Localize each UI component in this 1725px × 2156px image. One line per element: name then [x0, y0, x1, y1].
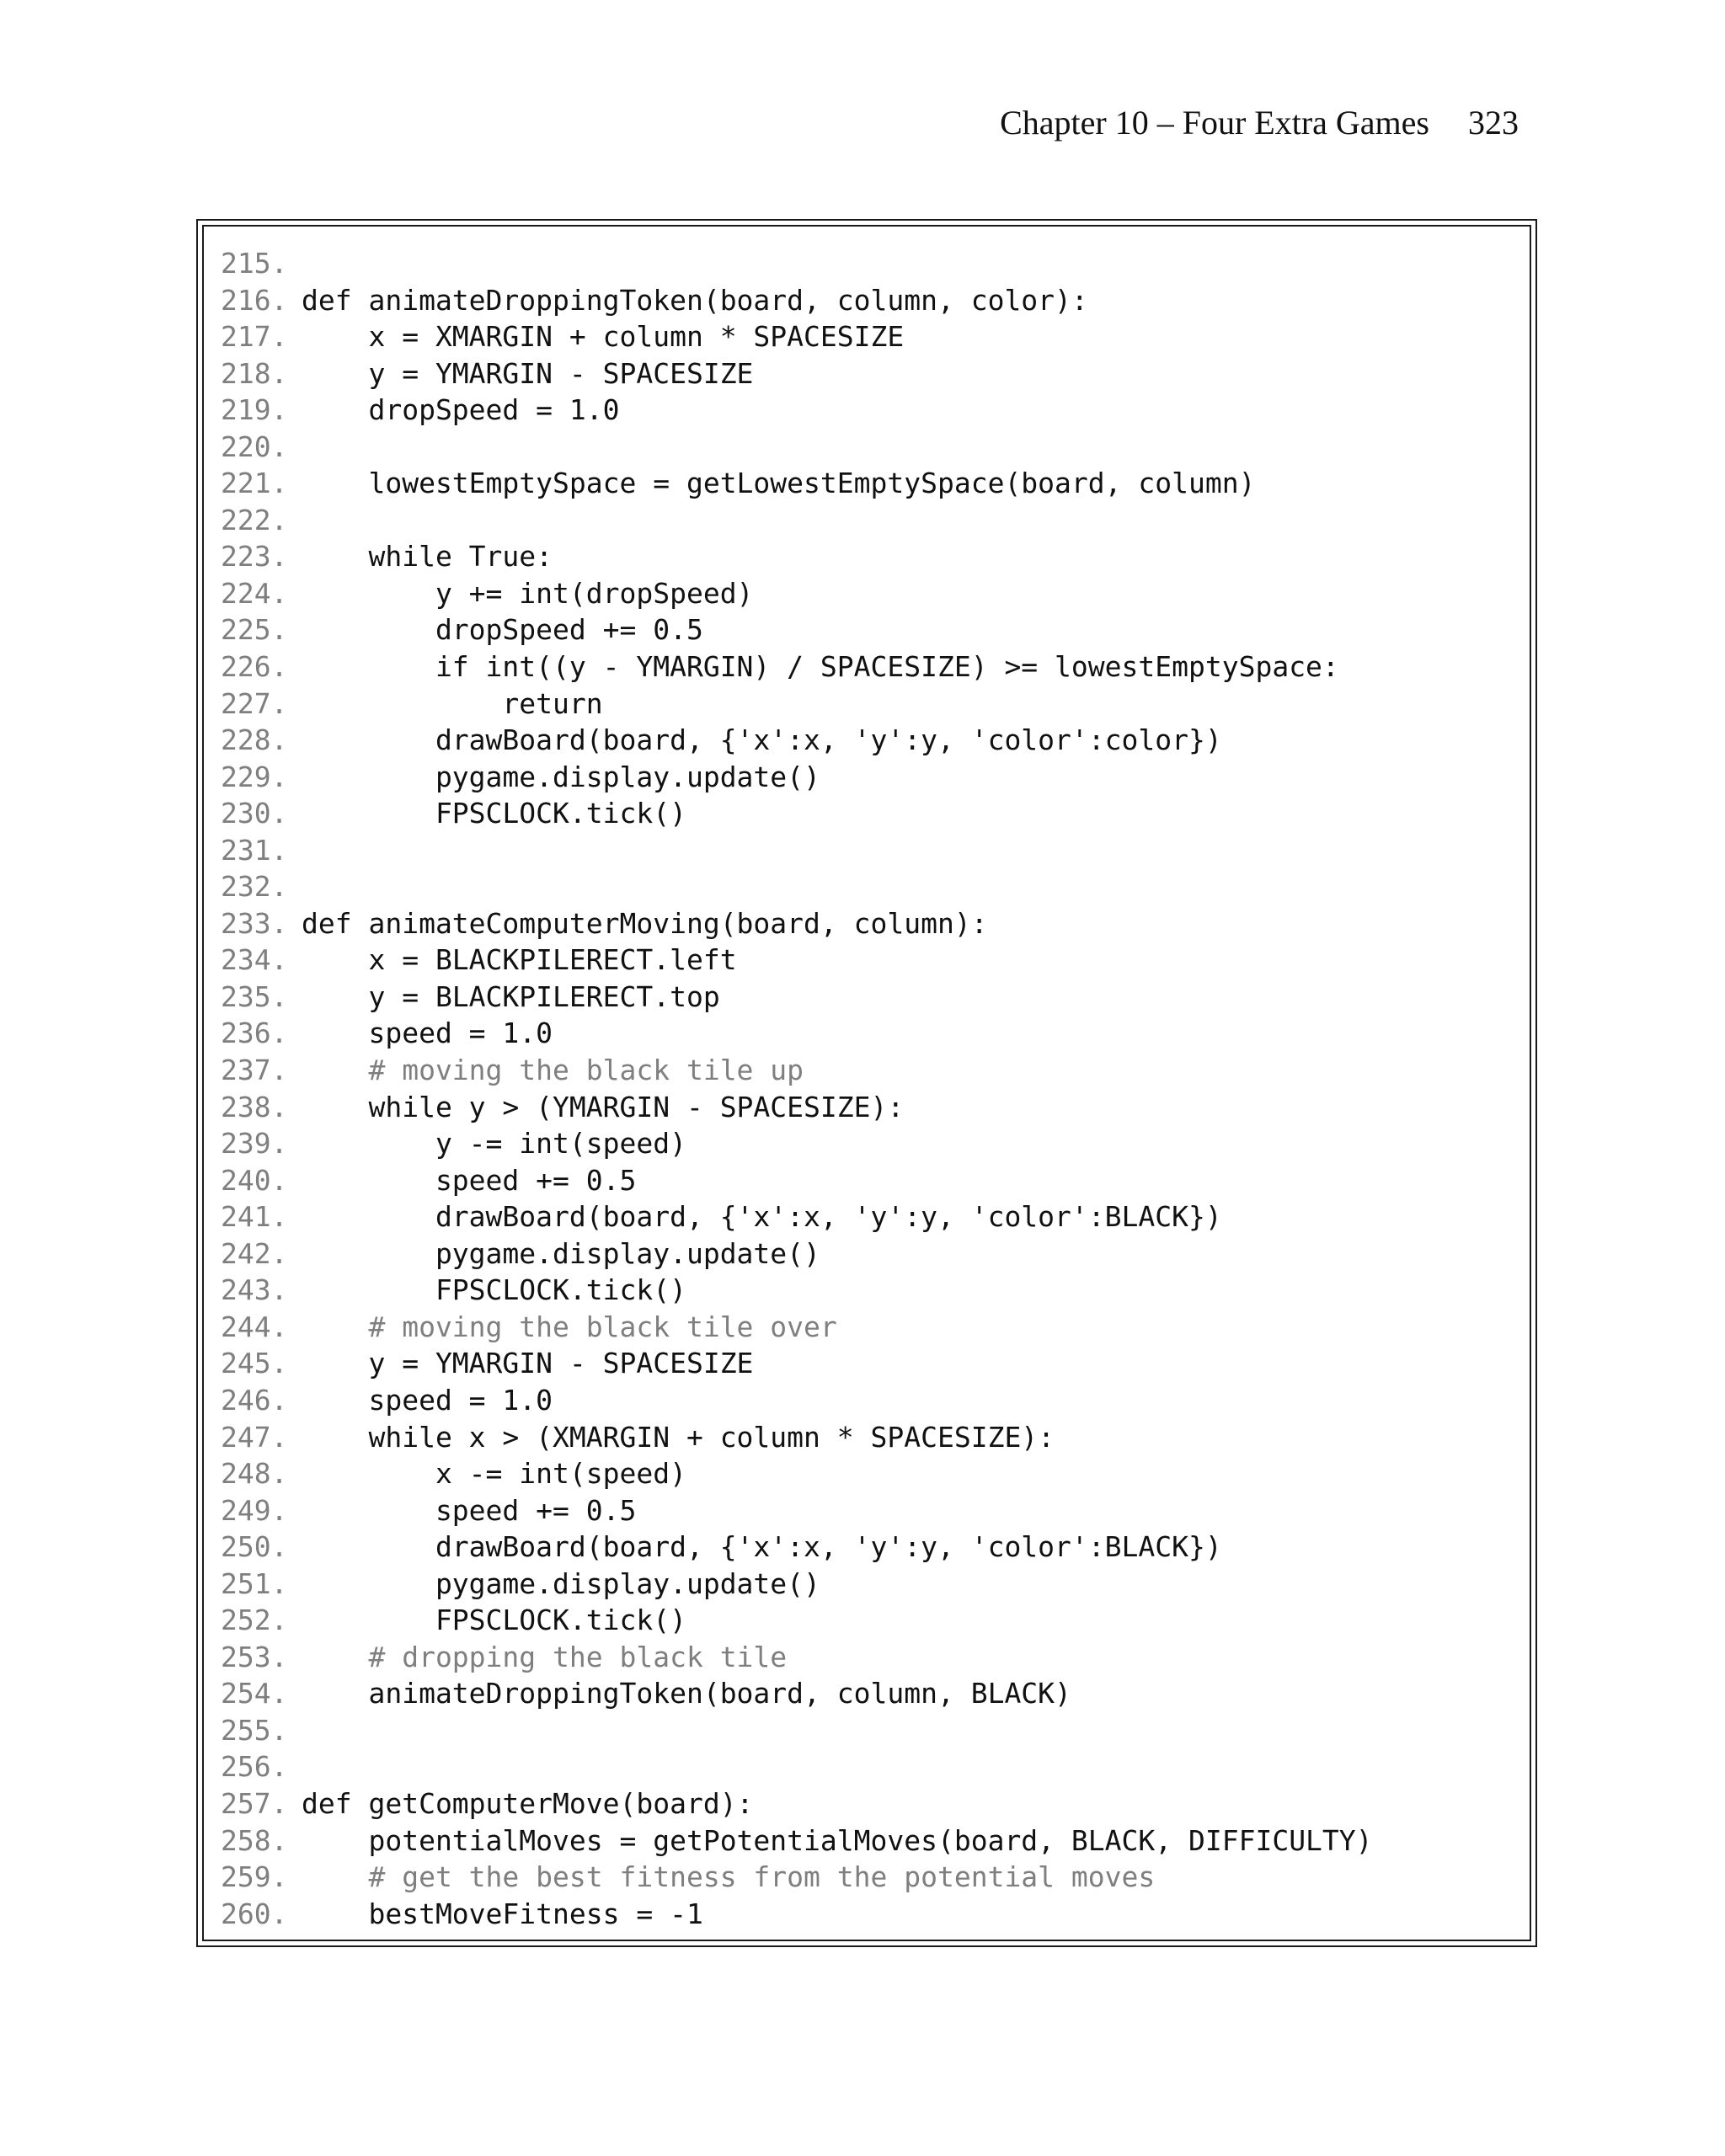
line-number: 233. [221, 906, 288, 940]
line-code: def getComputerMove(board): [302, 1786, 754, 1820]
line-number: 239. [221, 1127, 288, 1161]
code-listing-frame [196, 219, 1537, 1947]
line-code: drawBoard(board, {'x':x, 'y':y, 'color':color}) [302, 723, 1222, 757]
line-code: y = BLACKPILERECT.top [302, 979, 720, 1013]
code-line [221, 1345, 1373, 1382]
line-number: 236. [221, 1017, 288, 1050]
code-line [221, 502, 1373, 539]
line-code: drawBoard(board, {'x':x, 'y':y, 'color':BLACK}) [302, 1200, 1222, 1234]
line-number: 240. [221, 1163, 288, 1197]
line-number: 217. [221, 320, 288, 354]
line-code: # get the best fitness from the potential moves [302, 1860, 1156, 1894]
code-line [221, 245, 1373, 282]
code-line [221, 1822, 1373, 1860]
line-number: 218. [221, 356, 288, 390]
line-code: return [302, 686, 603, 720]
line-code: x -= int(speed) [302, 1457, 686, 1491]
code-line [221, 1566, 1373, 1603]
line-number: 246. [221, 1383, 288, 1417]
line-code: potentialMoves = getPotentialMoves(board, BLACK, DIFFICULTY) [302, 1823, 1373, 1857]
line-code: while y > (YMARGIN - SPACESIZE): [302, 1090, 905, 1123]
line-number: 241. [221, 1200, 288, 1234]
page-header [1000, 103, 1519, 142]
code-line [221, 1455, 1373, 1492]
line-number: 247. [221, 1420, 288, 1454]
line-code: speed += 0.5 [302, 1493, 637, 1527]
line-number: 255. [221, 1713, 288, 1747]
line-number: 256. [221, 1750, 288, 1784]
line-code: FPSCLOCK.tick() [302, 797, 686, 830]
line-code: dropSpeed = 1.0 [302, 393, 620, 427]
code-line [221, 1382, 1373, 1419]
line-code: speed = 1.0 [302, 1383, 553, 1417]
line-code: animateDroppingToken(board, column, BLACK) [302, 1677, 1071, 1710]
line-number: 226. [221, 650, 288, 684]
code-line [221, 1419, 1373, 1456]
line-code: pygame.display.update() [302, 1236, 820, 1270]
line-number: 230. [221, 797, 288, 830]
code-line [221, 1748, 1373, 1785]
code-line [221, 1602, 1373, 1639]
chapter-title: Chapter 10 – Four Extra Games [1000, 104, 1429, 141]
line-code: FPSCLOCK.tick() [302, 1604, 686, 1637]
line-number: 223. [221, 540, 288, 574]
line-number: 225. [221, 613, 288, 647]
code-comment-line [221, 1859, 1373, 1896]
code-line [221, 686, 1373, 723]
code-line [221, 465, 1373, 502]
line-code: FPSCLOCK.tick() [302, 1273, 686, 1307]
code-line [221, 1235, 1373, 1273]
code-line [221, 1162, 1373, 1199]
line-number: 219. [221, 393, 288, 427]
line-code: def animateComputerMoving(board, column): [302, 906, 988, 940]
line-number: 235. [221, 979, 288, 1013]
line-code: y = YMARGIN - SPACESIZE [302, 1347, 754, 1380]
line-code: bestMoveFitness = -1 [302, 1897, 703, 1930]
line-code: x = XMARGIN + column * SPACESIZE [302, 320, 905, 354]
line-code: if int((y - YMARGIN) / SPACESIZE) >= lowestEmptySpace: [302, 650, 1339, 684]
code-line [221, 1089, 1373, 1126]
line-number: 252. [221, 1604, 288, 1637]
line-code: while True: [302, 540, 553, 574]
line-code: speed = 1.0 [302, 1017, 553, 1050]
line-number: 221. [221, 467, 288, 500]
line-number: 259. [221, 1860, 288, 1894]
code-line [221, 1272, 1373, 1309]
code-line [221, 1015, 1373, 1052]
line-number: 229. [221, 760, 288, 793]
line-number: 260. [221, 1897, 288, 1930]
line-number: 258. [221, 1823, 288, 1857]
line-code: # dropping the black tile [302, 1640, 788, 1673]
code-line [221, 722, 1373, 759]
line-number: 237. [221, 1054, 288, 1087]
line-number: 254. [221, 1677, 288, 1710]
code-comment-line [221, 1309, 1373, 1346]
line-number: 249. [221, 1493, 288, 1527]
line-code: x = BLACKPILERECT.left [302, 943, 737, 977]
code-line [221, 282, 1373, 319]
code-listing-inner-border [202, 225, 1531, 1941]
code-listing [221, 245, 1373, 1932]
line-number: 222. [221, 503, 288, 536]
code-line [221, 1896, 1373, 1933]
code-line [221, 759, 1373, 796]
line-number: 244. [221, 1310, 288, 1343]
line-number: 231. [221, 833, 288, 867]
line-number: 243. [221, 1273, 288, 1307]
code-line [221, 979, 1373, 1016]
line-code: y += int(dropSpeed) [302, 576, 754, 610]
line-number: 257. [221, 1786, 288, 1820]
line-code: y = YMARGIN - SPACESIZE [302, 356, 754, 390]
code-line [221, 1125, 1373, 1162]
line-number: 234. [221, 943, 288, 977]
code-line [221, 318, 1373, 355]
line-code: pygame.display.update() [302, 760, 820, 793]
code-line [221, 429, 1373, 466]
line-number: 253. [221, 1640, 288, 1673]
code-line [221, 392, 1373, 429]
line-number: 220. [221, 430, 288, 463]
code-line [221, 1785, 1373, 1822]
line-code: dropSpeed += 0.5 [302, 613, 703, 647]
line-number: 242. [221, 1236, 288, 1270]
line-number: 215. [221, 247, 288, 280]
code-line [221, 795, 1373, 832]
code-line [221, 832, 1373, 869]
code-line [221, 538, 1373, 575]
line-code: # moving the black tile up [302, 1054, 804, 1087]
line-code: while x > (XMARGIN + column * SPACESIZE): [302, 1420, 1055, 1454]
line-number: 238. [221, 1090, 288, 1123]
line-code: drawBoard(board, {'x':x, 'y':y, 'color':BLACK}) [302, 1530, 1222, 1564]
line-number: 245. [221, 1347, 288, 1380]
line-number: 228. [221, 723, 288, 757]
line-number: 224. [221, 576, 288, 610]
line-number: 227. [221, 686, 288, 720]
line-number: 216. [221, 283, 288, 317]
line-number: 250. [221, 1530, 288, 1564]
line-number: 251. [221, 1566, 288, 1600]
line-code: pygame.display.update() [302, 1566, 820, 1600]
code-comment-line [221, 1639, 1373, 1676]
code-line [221, 648, 1373, 686]
code-comment-line [221, 1052, 1373, 1089]
code-line [221, 1712, 1373, 1749]
code-line [221, 1198, 1373, 1235]
code-line [221, 905, 1373, 942]
line-code: lowestEmptySpace = getLowestEmptySpace(board, column) [302, 467, 1256, 500]
line-code: # moving the black tile over [302, 1310, 837, 1343]
code-line [221, 1529, 1373, 1566]
code-line [221, 868, 1373, 905]
line-number: 232. [221, 870, 288, 904]
code-line [221, 1675, 1373, 1712]
code-line [221, 1492, 1373, 1529]
page-number: 323 [1468, 104, 1519, 141]
line-number: 248. [221, 1457, 288, 1491]
code-line [221, 611, 1373, 648]
code-line [221, 355, 1373, 392]
line-code: def animateDroppingToken(board, column, color): [302, 283, 1088, 317]
line-code: speed += 0.5 [302, 1163, 637, 1197]
line-code: y -= int(speed) [302, 1127, 686, 1161]
code-line [221, 942, 1373, 979]
code-line [221, 575, 1373, 612]
